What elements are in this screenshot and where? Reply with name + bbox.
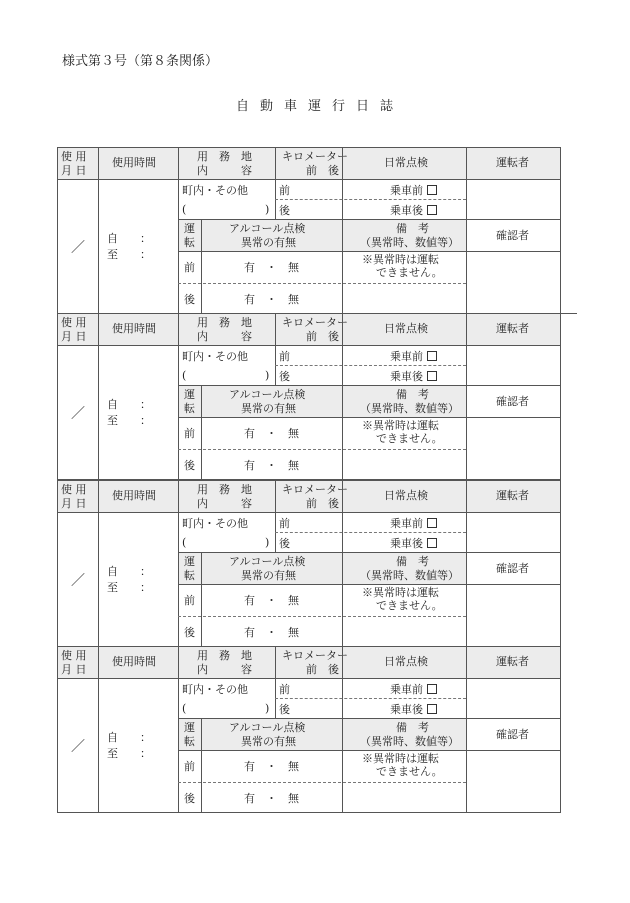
- remarks-header-1: 備 考: [396, 555, 429, 568]
- remarks-header-1: 備 考: [396, 721, 429, 734]
- check-after-label: 乗車後: [390, 204, 423, 217]
- place-paren-close: ): [265, 536, 270, 549]
- remarks-header-1: 備 考: [396, 388, 429, 401]
- time-from: 自 ：: [107, 232, 151, 245]
- col-km-1: キロメーター: [282, 150, 348, 163]
- place-paren-open: (: [182, 369, 187, 382]
- alcohol-header-1: アルコール点検: [229, 721, 306, 734]
- place-paren-open: (: [182, 203, 187, 216]
- col-km-1: キロメーター: [282, 649, 348, 662]
- col-purpose-2: 内 容: [197, 663, 252, 676]
- title-char: 誌: [380, 99, 395, 114]
- km-after: 後: [279, 370, 290, 383]
- col-driver: 運転者: [496, 655, 529, 668]
- alcohol-before-choice: 有 ・ 無: [244, 261, 299, 274]
- drive-label-2: 転: [184, 402, 195, 415]
- col-driver: 運転者: [496, 156, 529, 169]
- col-purpose-1: 用 務 地: [197, 150, 252, 163]
- time-to: 至 ：: [107, 581, 151, 594]
- col-daily-check: 日常点検: [384, 489, 428, 502]
- alcohol-header-1: アルコール点検: [229, 555, 306, 568]
- alcohol-header-2: 異常の有無: [241, 236, 296, 249]
- col-daily-check: 日常点検: [384, 322, 428, 335]
- remarks-header-1: 備 考: [396, 222, 429, 235]
- col-usage-date-1: 使 用: [61, 150, 87, 163]
- row-before-label: 前: [184, 594, 195, 607]
- col-km-2: 前 後: [306, 663, 339, 676]
- check-before: [390, 517, 437, 530]
- date-slash: ／: [71, 573, 85, 589]
- col-usage-time: 使用時間: [112, 655, 156, 668]
- form-number: 様式第３号（第８条関係）: [62, 54, 219, 69]
- time-from: 自 ：: [107, 565, 151, 578]
- row-before-label: 前: [184, 760, 195, 773]
- alcohol-header-2: 異常の有無: [241, 735, 296, 748]
- check-after: [390, 537, 437, 550]
- checkbox-icon[interactable]: [427, 518, 437, 528]
- alcohol-after-choice: 有 ・ 無: [244, 792, 299, 805]
- col-purpose-2: 内 容: [197, 164, 252, 177]
- col-usage-time: 使用時間: [112, 489, 156, 502]
- col-km-2: 前 後: [306, 497, 339, 510]
- place-label: 町内・その他: [182, 350, 248, 363]
- col-daily-check: 日常点検: [384, 156, 428, 169]
- check-before: [390, 683, 437, 696]
- title-char: 運: [307, 99, 322, 114]
- alcohol-after-choice: 有 ・ 無: [244, 293, 299, 306]
- col-usage-time: 使用時間: [112, 322, 156, 335]
- col-daily-check: 日常点検: [384, 655, 428, 668]
- note-line-1: ※異常時は運転: [362, 419, 439, 432]
- col-purpose-1: 用 務 地: [197, 649, 252, 662]
- note-line-2: できません。: [376, 599, 443, 612]
- checkbox-icon[interactable]: [427, 704, 437, 714]
- col-purpose-1: 用 務 地: [197, 483, 252, 496]
- title-char: 行: [332, 99, 347, 114]
- place-paren-close: ): [265, 702, 270, 715]
- title-char: 動: [259, 99, 274, 114]
- check-before-label: 乗車前: [390, 184, 423, 197]
- row-before-label: 前: [184, 261, 195, 274]
- km-before: 前: [279, 350, 290, 363]
- document-title: [0, 95, 630, 114]
- check-before: [390, 184, 437, 197]
- col-purpose-2: 内 容: [197, 497, 252, 510]
- time-to: 至 ：: [107, 414, 151, 427]
- place-label: 町内・その他: [182, 184, 248, 197]
- title-char: 車: [283, 99, 298, 114]
- log-entry-block: [57, 147, 561, 313]
- check-after: [390, 370, 437, 383]
- col-usage-date-2: 月 日: [61, 164, 87, 177]
- remarks-header-2: （異常時、数値等）: [360, 569, 459, 582]
- date-slash: ／: [71, 240, 85, 256]
- row-after-label: 後: [184, 293, 195, 306]
- date-slash: ／: [71, 739, 85, 755]
- col-usage-date-1: 使 用: [61, 483, 87, 496]
- alcohol-header-2: 異常の有無: [241, 402, 296, 415]
- km-before: 前: [279, 683, 290, 696]
- remarks-header-2: （異常時、数値等）: [360, 735, 459, 748]
- row-after-label: 後: [184, 459, 195, 472]
- place-paren-open: (: [182, 702, 187, 715]
- note-line-2: できません。: [376, 765, 443, 778]
- col-usage-date-1: 使 用: [61, 649, 87, 662]
- place-paren-open: (: [182, 536, 187, 549]
- alcohol-header-1: アルコール点検: [229, 388, 306, 401]
- km-before: 前: [279, 184, 290, 197]
- drive-label-1: 運: [184, 388, 195, 401]
- log-entry-block: [57, 480, 561, 646]
- km-after: 後: [279, 703, 290, 716]
- col-usage-date-2: 月 日: [61, 330, 87, 343]
- log-entry-block: [57, 313, 561, 479]
- note-line-2: できません。: [376, 266, 443, 279]
- col-km-1: キロメーター: [282, 316, 348, 329]
- drive-label-2: 転: [184, 236, 195, 249]
- time-to: 至 ：: [107, 747, 151, 760]
- checkbox-icon[interactable]: [427, 185, 437, 195]
- date-slash: ／: [71, 406, 85, 422]
- place-paren-close: ): [265, 203, 270, 216]
- row-before-label: 前: [184, 427, 195, 440]
- col-driver: 運転者: [496, 322, 529, 335]
- table-edge-mark: [561, 313, 577, 314]
- check-after-label: 乗車後: [390, 703, 423, 716]
- alcohol-header-1: アルコール点検: [229, 222, 306, 235]
- col-km-2: 前 後: [306, 164, 339, 177]
- time-from: 自 ：: [107, 731, 151, 744]
- km-after: 後: [279, 204, 290, 217]
- drive-label-1: 運: [184, 721, 195, 734]
- check-before: [390, 350, 437, 363]
- check-before-label: 乗車前: [390, 683, 423, 696]
- note-line-1: ※異常時は運転: [362, 752, 439, 765]
- title-char: 自: [235, 99, 250, 114]
- km-before: 前: [279, 517, 290, 530]
- log-entry-block: [57, 646, 561, 812]
- check-before-label: 乗車前: [390, 517, 423, 530]
- col-usage-date-1: 使 用: [61, 316, 87, 329]
- time-to: 至 ：: [107, 248, 151, 261]
- checkbox-icon[interactable]: [427, 351, 437, 361]
- place-label: 町内・その他: [182, 683, 248, 696]
- confirmer-label: 確認者: [496, 562, 529, 575]
- alcohol-after-choice: 有 ・ 無: [244, 626, 299, 639]
- drive-label-1: 運: [184, 555, 195, 568]
- km-after: 後: [279, 537, 290, 550]
- check-after: [390, 703, 437, 716]
- check-after-label: 乗車後: [390, 537, 423, 550]
- col-usage-time: 使用時間: [112, 156, 156, 169]
- col-purpose-1: 用 務 地: [197, 316, 252, 329]
- row-after-label: 後: [184, 792, 195, 805]
- alcohol-before-choice: 有 ・ 無: [244, 427, 299, 440]
- title-char: 日: [356, 99, 371, 114]
- checkbox-icon[interactable]: [427, 371, 437, 381]
- confirmer-label: 確認者: [496, 395, 529, 408]
- check-before-label: 乗車前: [390, 350, 423, 363]
- alcohol-header-2: 異常の有無: [241, 569, 296, 582]
- check-after: [390, 204, 437, 217]
- col-driver: 運転者: [496, 489, 529, 502]
- time-from: 自 ：: [107, 398, 151, 411]
- col-purpose-2: 内 容: [197, 330, 252, 343]
- col-km-2: 前 後: [306, 330, 339, 343]
- note-line-1: ※異常時は運転: [362, 253, 439, 266]
- col-km-1: キロメーター: [282, 483, 348, 496]
- place-label: 町内・その他: [182, 517, 248, 530]
- drive-label-2: 転: [184, 735, 195, 748]
- confirmer-label: 確認者: [496, 229, 529, 242]
- note-line-2: できません。: [376, 432, 443, 445]
- note-line-1: ※異常時は運転: [362, 586, 439, 599]
- drive-label-1: 運: [184, 222, 195, 235]
- confirmer-label: 確認者: [496, 728, 529, 741]
- checkbox-icon[interactable]: [427, 538, 437, 548]
- remarks-header-2: （異常時、数値等）: [360, 402, 459, 415]
- col-usage-date-2: 月 日: [61, 663, 87, 676]
- alcohol-before-choice: 有 ・ 無: [244, 760, 299, 773]
- check-after-label: 乗車後: [390, 370, 423, 383]
- checkbox-icon[interactable]: [427, 205, 437, 215]
- row-after-label: 後: [184, 626, 195, 639]
- alcohol-after-choice: 有 ・ 無: [244, 459, 299, 472]
- col-usage-date-2: 月 日: [61, 497, 87, 510]
- remarks-header-2: （異常時、数値等）: [360, 236, 459, 249]
- place-paren-close: ): [265, 369, 270, 382]
- checkbox-icon[interactable]: [427, 684, 437, 694]
- drive-label-2: 転: [184, 569, 195, 582]
- alcohol-before-choice: 有 ・ 無: [244, 594, 299, 607]
